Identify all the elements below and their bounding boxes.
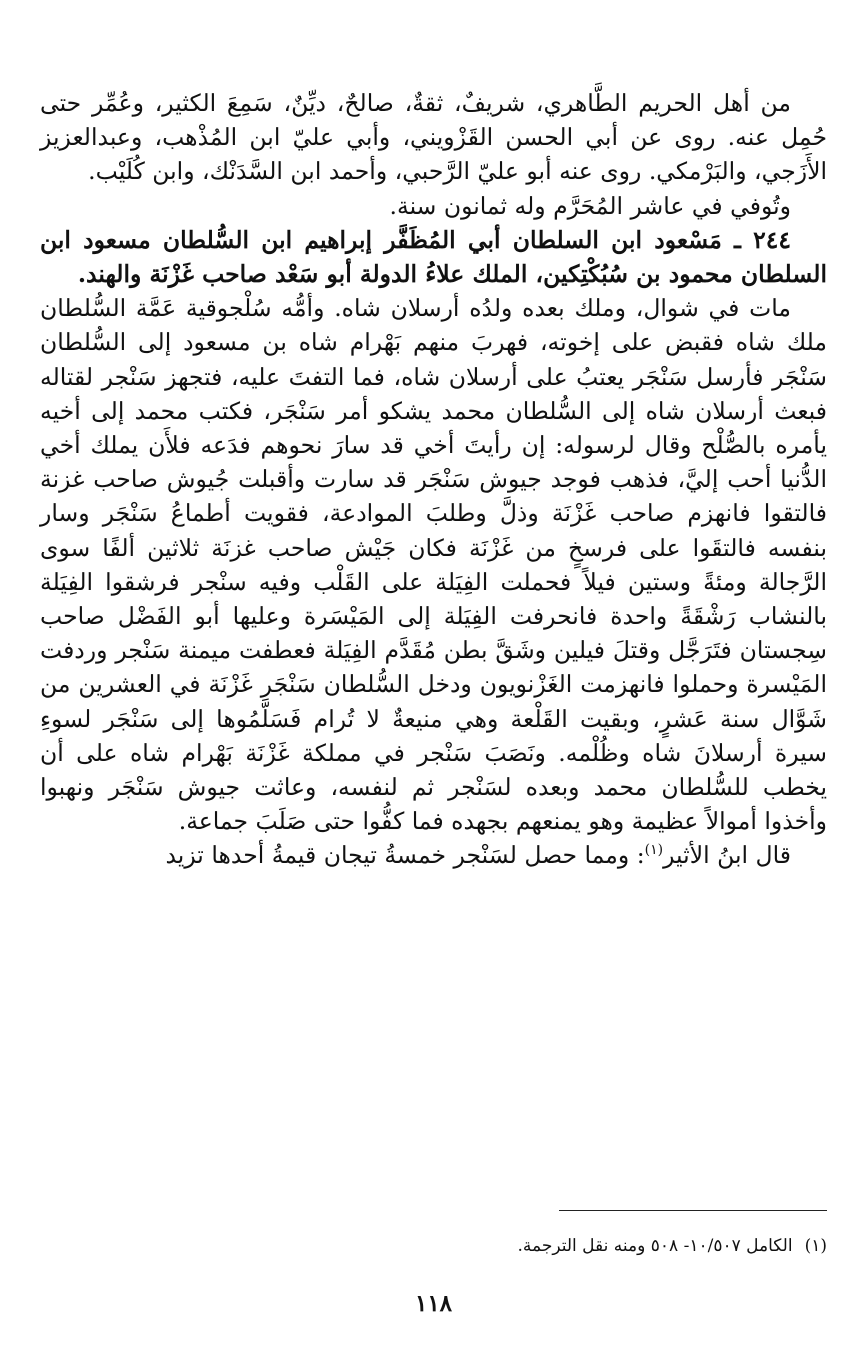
footnote-number: (١) — [804, 1236, 827, 1256]
page-number: ١١٨ — [414, 1290, 453, 1317]
footnote-text: الكامل ١٠/٥٠٧- ٥٠٨ ومنه نقل الترجمة. — [517, 1236, 793, 1256]
citation-continuation: : ومما حصل لسَنْجر خمسةُ تيجان قيمةُ أحدها تزيد — [165, 841, 645, 870]
citation-paragraph — [40, 838, 827, 872]
footnote-reference: (١) — [644, 842, 664, 859]
history-paragraph: مات في شوال، وملك بعده ولدُه أرسلان شاه. وأمُّه سُلْجوقية عَمَّة السُّلطان ملك شاه فقبض على إخوته، فهربَ منهم بَهْرام شاه بن مسعود إلى السُّلطان سَنْجَر فأرسل سَنْجَر يعتبُ على أرسلان شاه، فما التفتَ عليه، فتجهز سَنْجر لقتاله فبعث أرسلان شاه إلى السُّلطان محمد يشكو أمر سَنْجَر، فكتب محمد إلى أخيه يأمره بالصُّلْح وقال لرسوله: إن رأيتَ أخي قد سارَ نحوهم فدَعه فلأَن يملك أخي الدُّنيا أحب إليَّ، فذهب فوجد جيوش سَنْجَر قد سارت وأقبلت جُيوش صاحب غزنة فالتقوا فانهزم صاحب غَزْنَة وذلَّ وطلبَ الموادعة، فقويت أطماعُ سَنْجَر وسار بنفسه فالتقَوا على فرسخٍ من غَزْنَة فكان جَيْش صاحب غزنَة ثلاثين ألفًا سوى الرَّجالة ومئةً وستين فيلاً فحملت الفِيَلة على القَلْب وفيه سنْجر فرشقوا الفِيَلة بالنشاب رَشْقَةً واحدة فانحرفت الفِيَلة إلى المَيْسَرة وعليها أبو الفَضْل صاحب سِجستان فتَرَجَّل وقتلَ فيلين وشَقَّ بطن مُقَدَّم الفِيَلة فعطفت ميمنة سَنْجر وردفت المَيْسرة وحملوا فانهزمت الغَزْنويون ودخل السُّلطان سَنْجَر غَزْنَة في العشرين من شَوَّال سنة عَشرٍ، وبقيت القَلْعة وهي منيعةٌ لا تُرام فَسَلَّمُوها إلى سَنْجَر لسوءِ سيرة أرسلانَ شاه وظُلْمه. ونَصَبَ سَنْجر في مملكة غَزْنَة بَهْرام شاه على أن يخطب للسُّلطان محمد وبعده لسَنْجر ثم لنفسه، وعاثت جيوش سَنْجَر ونهبوا وأخذوا أموالاً عظيمة وهو يمنعهم بجهده فما كفُّوا حتى صَلَبَ جماعة. — [40, 294, 827, 836]
entry-heading: ٢٤٤ ـ مَسْعود ابن السلطان أبي المُظَفَّر إبراهيم ابن السُّلطان مسعود ابن السلطان محمود بن سُبُكْتِكين، الملك علاءُ الدولة أبو سَعْد صاحب غَزْنَة والهند. — [40, 225, 827, 289]
footnote — [40, 1234, 827, 1258]
citation-lead: قال ابنُ الأثير — [663, 841, 791, 870]
main-text — [40, 86, 827, 873]
death-paragraph: وتُوفي في عاشر المُحَرَّم وله ثمانون سنة. — [389, 191, 791, 220]
biography-paragraph: من أهل الحريم الطَّاهري، شريفٌ، ثقةٌ، صالحٌ، ديِّنٌ، سَمِعَ الكثير، وعُمِّر حتى حُمِل عنه. روى عن أبي الحسن القَزْويني، وأبي عليّ ابن المُذْهب، وعبدالعزيز الأَزَجي، والبَرْمكي. روى عنه أبو عليّ الرَّحبي، وأحمد ابن السَّدَنْك، وابن كُلَيْب. — [40, 89, 827, 186]
footnote-divider — [559, 1210, 827, 1211]
